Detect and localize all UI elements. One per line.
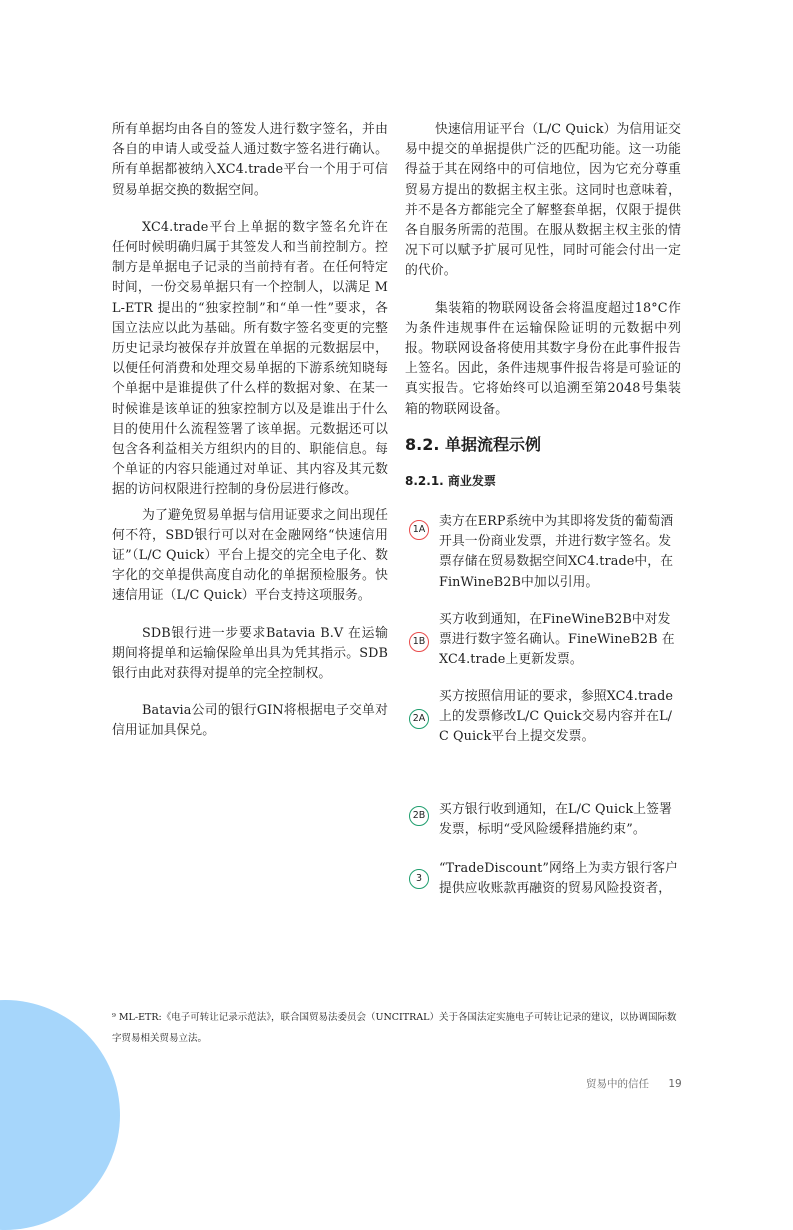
flow-step-2a: [405, 687, 681, 748]
flow-step-3: [405, 859, 681, 899]
right-column: [405, 120, 681, 897]
flow-step-2b: [405, 800, 681, 840]
right-paragraph-2: 集装箱的物联网设备会将温度超过18°C作为条件违规事件在运输保险证明的元数据中列报。物联网设备将使用其数字身份在此事件报告上签名。因此，条件违规事件报告将是可验证的真实报告。它将始终可以追溯至第2048号集装箱的物联网设备。: [405, 300, 681, 417]
subsection-heading: 8.2.1. 商业发票: [405, 473, 496, 488]
left-paragraph-4: SDB银行进一步要求Batavia B.V 在运输期间将提单和运输保险单出具为凭其指示。SDB银行由此对获得对提单的完全控制权。: [112, 625, 388, 682]
right-paragraph-1: 快速信用证平台（L/C Quick）为信用证交易中提交的单据提供广泛的匹配功能。这一功能得益于其在网络中的可信地位，因为它充分尊重贸易方提出的数据主权主张。这同时也意味着，并不是各方都能完全了解整套单据，仅限于提供各自服务所需的范围。在服从数据主权主张的情况下可以赋予扩展可见性，同时可能会付出一定的代价。: [405, 122, 681, 279]
footnote: ⁹ ML-ETR:《电子可转让记录示范法》，联合国贸易法委员会（UNCITRAL）关于各国法定实施电子可转让记录的建议，以协调国际数字贸易相关贸易立法。: [112, 1012, 677, 1044]
page-number: 19: [668, 1078, 682, 1090]
step-text: 买方收到通知，在FineWineB2B中对发票进行数字签名确认。FineWineB2B 在XC4.trade上更新发票。: [439, 612, 675, 668]
step-text: “TradeDiscount”网络上为卖方银行客户提供应收账款再融资的贸易风险投资者，: [439, 861, 679, 897]
step-badge-icon: 1B: [409, 632, 429, 652]
flow-step-1b: [405, 610, 681, 671]
page-footer: [586, 1076, 682, 1091]
step-badge-icon: 3: [409, 869, 429, 889]
step-badge-icon: 1A: [409, 520, 429, 540]
left-paragraph-5: Batavia公司的银行GIN将根据电子交单对信用证加具保兑。: [112, 703, 388, 739]
step-text: 卖方在ERP系统中为其即将发货的葡萄酒开具一份商业发票，并进行数字签名。发票存储在贸易数据空间XC4.trade中，在FinWineB2B中加以引用。: [439, 514, 674, 590]
flow-step-1a: [405, 512, 681, 593]
left-column: [112, 120, 388, 742]
left-paragraph-3: 为了避免贸易单据与信用证要求之间出现任何不符，SBD银行可以对在金融网络“快速信用证”（L/C Quick）平台上提交的完全电子化、数字化的交单提供高度自动化的单据预检服务。快速信用证（L/C Quick）平台支持这项服务。: [112, 507, 388, 604]
step-badge-icon: 2B: [409, 806, 429, 826]
left-paragraph-1: 所有单据均由各自的签发人进行数字签名，并由各自的申请人或受益人通过数字签名进行确认。所有单据都被纳入XC4.trade平台一个用于可信贸易单据交换的数据空间。: [112, 122, 388, 198]
left-paragraph-2: XC4.trade平台上单据的数字签名允许在任何时候明确归属于其签发人和当前控制方。控制方是单据电子记录的当前持有者。在任何特定时间，一份交易单据只有一个控制人，以满足 ML-ETR 提出的“独家控制”和“单一性”要求，各国立法应以此为基础。所有数字签名变更的完整历史记录均被保存并放置在单据的元数据层中，以便任何消费和处理交易单据的下游系统知晓每个单据中是谁提供了什么样的数据对象、在某一时候谁是该单证的独家控制方以及是谁出于什么目的使用什么流程签署了该单据。元数据还可以包含各利益相关方组织内的目的、职能信息。每个单证的内容只能通过对单证、其内容及其元数据的访问权限进行控制的身份层进行修改。: [112, 219, 388, 498]
decorative-blue-circle: [0, 1000, 120, 1230]
footer-title: 贸易中的信任: [586, 1078, 649, 1090]
section-heading: 8.2. 单据流程示例: [405, 434, 541, 454]
step-text: 买方按照信用证的要求，参照XC4.trade上的发票修改L/C Quick交易内容并在L/C Quick平台上提交发票。: [439, 689, 674, 745]
step-badge-icon: 2A: [409, 709, 429, 729]
step-text: 买方银行收到通知，在L/C Quick上签署发票，标明“受风险缓释措施约束”。: [439, 802, 672, 838]
